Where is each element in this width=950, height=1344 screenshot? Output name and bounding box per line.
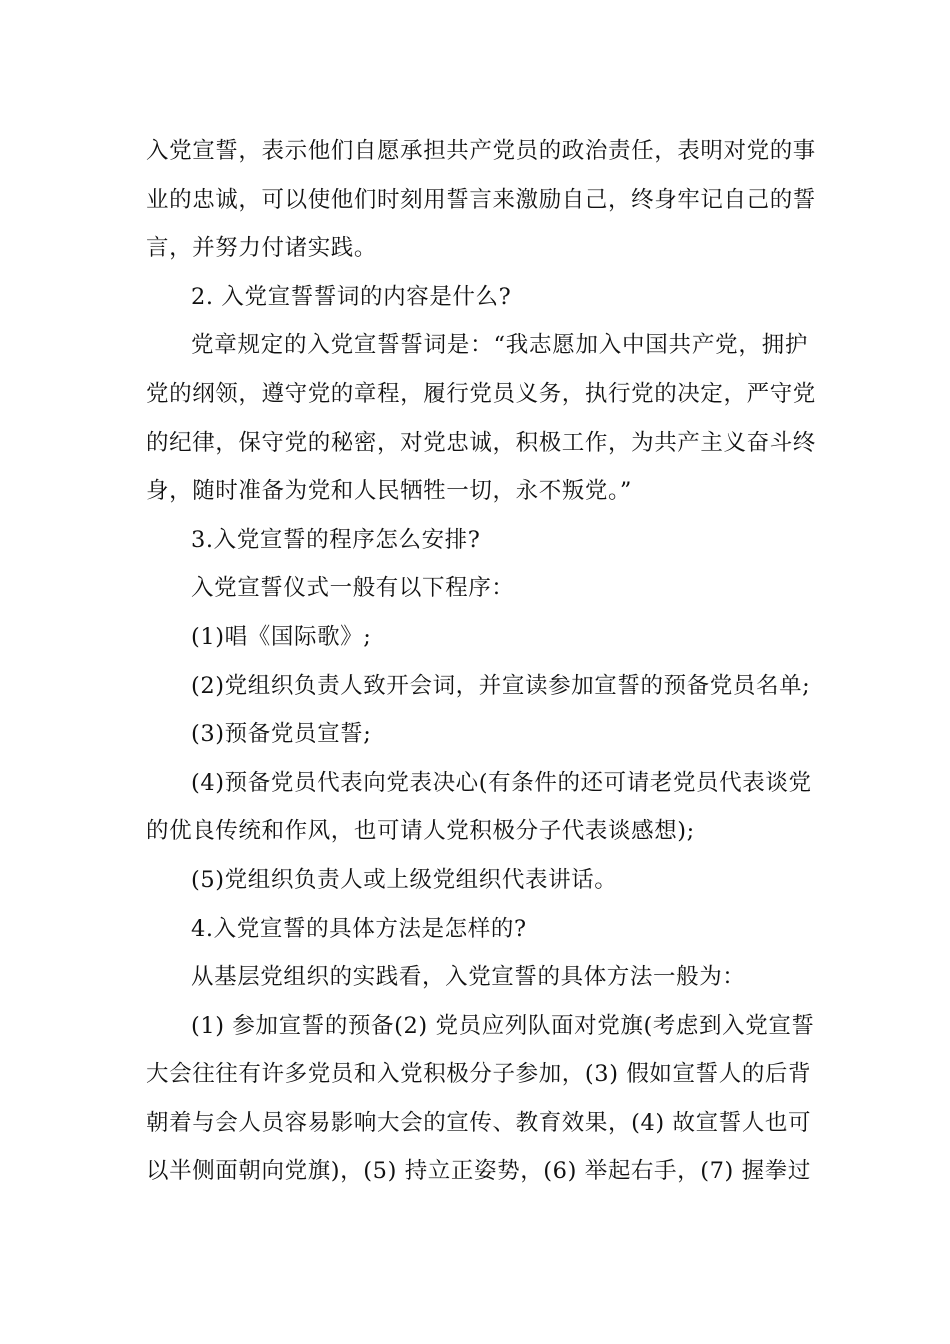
text-line: 言，并努力付诸实践。 <box>146 235 378 262</box>
text-line: (1) 参加宣誓的预备(2) 党员应列队面对党旗(考虑到入党宣誓 <box>191 1012 815 1039</box>
text-line: 身，随时准备为党和人民牺牲一切，永不叛党。” <box>146 478 632 505</box>
text-line: 的优良传统和作风，也可请人党积极分子代表谈感想); <box>146 818 695 845</box>
list-item: (4)预备党员代表向党表决心(有条件的还可请老党员代表谈党 <box>191 769 812 796</box>
list-item: (3)预备党员宣誓; <box>191 721 372 748</box>
text-line: 党的纲领，遵守党的章程，履行党员义务，执行党的决定，严守党 <box>146 380 816 407</box>
list-item: (2)党组织负责人致开会词，并宣读参加宣誓的预备党员名单; <box>191 672 811 699</box>
section-heading: 2. 入党宣誓誓词的内容是什么? <box>191 283 512 310</box>
text-line: 的纪律，保守党的秘密，对党忠诚，积极工作，为共产主义奋斗终 <box>146 429 816 456</box>
section-heading: 3.入党宣誓的程序怎么安排? <box>191 526 481 553</box>
text-line: 从基层党组织的实践看，入党宣誓的具体方法一般为： <box>191 964 746 991</box>
section-heading: 4.入党宣誓的具体方法是怎样的? <box>191 915 527 942</box>
list-item: (5)党组织负责人或上级党组织代表讲话。 <box>191 866 618 893</box>
list-item: (1)唱《国际歌》; <box>191 623 372 650</box>
document-page <box>146 127 816 1196</box>
text-line: 大会往往有许多党员和入党积极分子参加，(3) 假如宣誓人的后背 <box>146 1061 812 1088</box>
text-line: 入党宣誓仪式一般有以下程序： <box>191 575 515 602</box>
text-line: 朝着与会人员容易影响大会的宣传、教育效果，(4) 故宣誓人也可 <box>146 1109 812 1136</box>
text-line: 党章规定的入党宣誓誓词是：“我志愿加入中国共产党，拥护 <box>191 332 808 359</box>
text-line: 以半侧面朝向党旗)，(5) 持立正姿势，(6) 举起右手，(7) 握拳过 <box>146 1158 811 1185</box>
text-line: 业的忠诚，可以使他们时刻用誓言来激励自己，终身牢记自己的誓 <box>146 186 816 213</box>
text-line: 入党宣誓，表示他们自愿承担共产党员的政治责任，表明对党的事 <box>146 138 816 164</box>
